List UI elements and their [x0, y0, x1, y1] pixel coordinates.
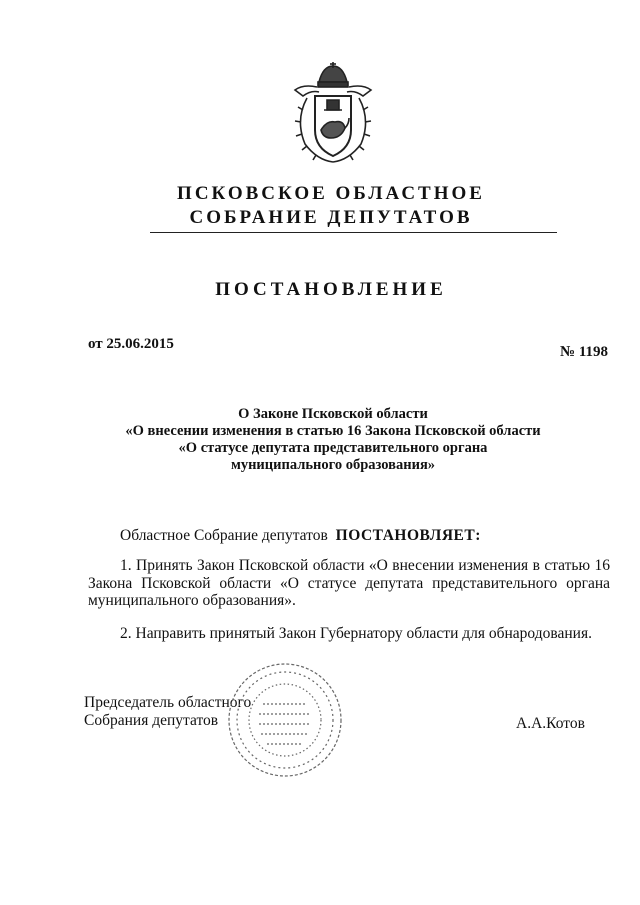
- preamble-text: Областное Собрание депутатов: [120, 527, 328, 544]
- document-date: от 25.06.2015: [88, 336, 174, 352]
- subject-line: муниципального образования»: [230, 457, 436, 473]
- signatory-title-line-2: Собрания депутатов: [84, 712, 219, 729]
- subject-line: О Законе Псковской области: [238, 406, 428, 422]
- document-number: № 1198: [560, 344, 608, 360]
- round-stamp-icon: [225, 660, 345, 780]
- signatory-title-line-1: Председатель областного: [84, 694, 252, 711]
- signatory-name: А.А.Котов: [516, 715, 585, 732]
- organization-name-line-1: ПСКОВСКОЕ ОБЛАСТНОЕ: [177, 183, 485, 204]
- document-type: ПОСТАНОВЛЕНИЕ: [215, 279, 447, 300]
- preamble-verb: ПОСТАНОВЛЯЕТ:: [335, 527, 481, 544]
- coat-of-arms-icon: [283, 60, 383, 168]
- resolution-preamble: [120, 527, 481, 545]
- resolution-item: 2. Направить принятый Закон Губернатору области для обнародования.: [120, 625, 592, 642]
- organization-name-line-2: СОБРАНИЕ ДЕПУТАТОВ: [189, 207, 473, 228]
- resolution-item: 1. Принять Закон Псковской области «О внесении изменения в статью 16 Закона Псковской области «О статусе депутата представительного органа муниципального образования».: [88, 557, 610, 609]
- subject-line: «О статусе депутата представительного органа: [178, 440, 488, 456]
- header-divider: [150, 232, 557, 233]
- subject-line: «О внесении изменения в статью 16 Закона Псковской области: [125, 423, 541, 439]
